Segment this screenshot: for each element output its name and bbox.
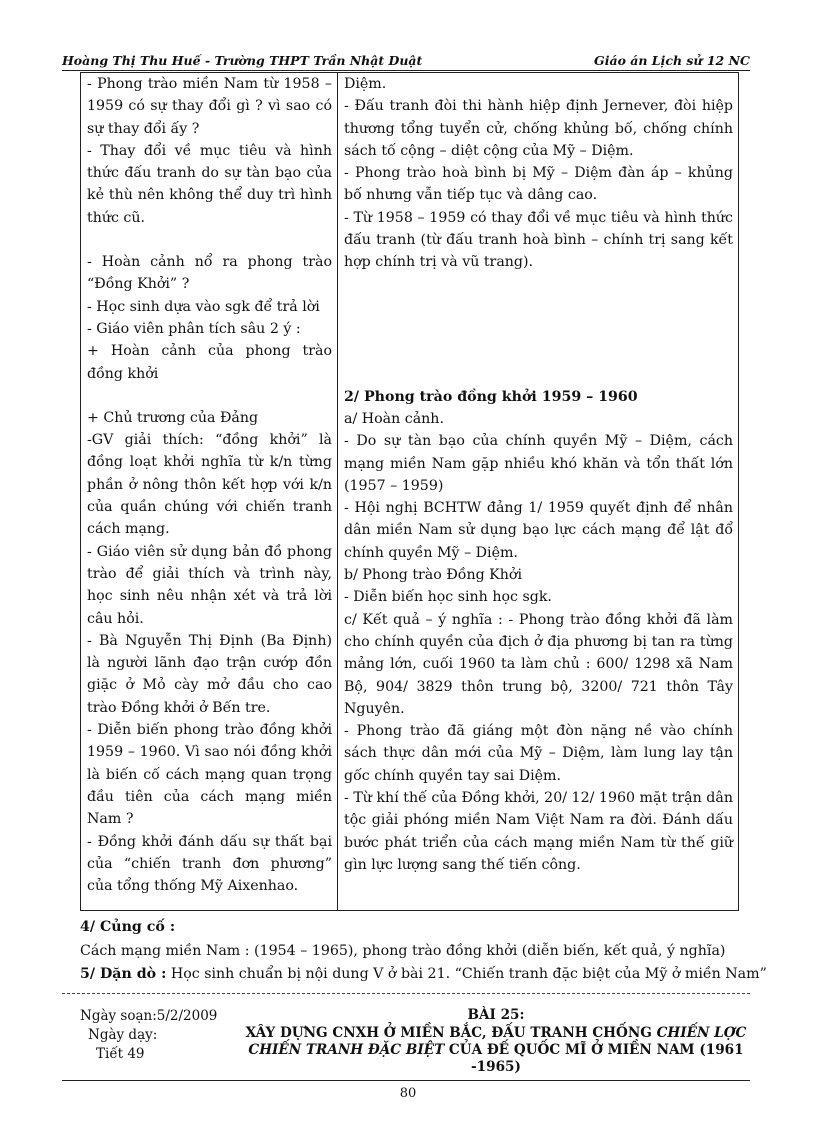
header-author-school: Hoàng Thị Thu Huế - Trường THPT Trần Nhật Duật [62,53,423,68]
consolidation-heading: 4/ Củng cố : [80,919,176,935]
table-row [81,73,739,911]
left-paragraph: - Học sinh dựa vào sgk để trả lời [87,298,320,315]
left-paragraph: - Giáo viên phân tích sâu 2 ý : [87,320,301,337]
left-paragraph: - Đồng khởi đánh dấu sự thất bại của “chiến tranh đơn phương” của tổng thống Mỹ Aixenhao. [87,833,332,895]
header-course-title: Giáo án Lịch sử 12 NC [594,53,750,68]
right-paragraph: - Hội nghị BCHTW đảng 1/ 1959 quyết định để nhân dân miền Nam sử dụng bạo lực cách mạng để lật đổ chính quyền Mỹ – Diệm. [344,500,733,561]
subsection-heading: c/ Kết quả – ý nghĩa : [344,611,503,628]
right-paragraph: - Do sự tàn bạo của chính quyền Mỹ – Diệm, cách mạng miền Nam gặp nhiều khó khăn và tổn thất lớn (1957 – 1959) [344,433,733,494]
consolidation-text: Cách mạng miền Nam : (1954 – 1965), phong trào đồng khởi (diễn biến, kết quả, ý nghĩa) [80,943,726,959]
right-paragraph: - Từ 1958 – 1959 có thay đổi về mục tiêu và hình thức đấu tranh (từ đấu tranh hoà bình – chính trị sang kết hợp chính trị và vũ trang). [344,209,733,271]
subsection-heading: a/ Hoàn cảnh. [344,410,444,427]
left-paragraph: + Hoàn cảnh của phong trào đồng khởi [87,343,332,382]
lesson-title-part: XÂY DỰNG CNXH Ở MIỀN BẮC, ĐẤU TRANH CHỐNG [245,1025,657,1041]
right-paragraph: - Từ khí thế của Đồng khởi, 20/ 12/ 1960 mặt trận dân tộc giải phóng miền Nam Việt Nam ra đời. Đánh dấu bước phát triển của cách mạng miền Nam từ thế giữ gìn lực lượng sang thế tiến công. [344,790,733,873]
header-divider [62,70,750,71]
homework-text: Học sinh chuẩn bị nội dung V ở bài 21. “Chiến tranh đặc biệt của Mỹ ở miền Nam” [166,966,767,982]
right-paragraph: - Phong trào đồng khởi đã làm cho chính quyền của địch ở địa phương bị tan ra từng mảng lớn, cuối 1960 ta làm chủ : 600/ 1298 xã Nam Bộ, 904/ 3829 thôn trung bộ, 3200/ 721 thôn Tây Nguyên. [344,611,734,717]
lesson-number: BÀI 25: [467,1007,525,1023]
subsection-heading: b/ Phong trào Đồng Khởi [344,567,522,584]
section-heading: 2/ Phong trào đồng khởi 1959 – 1960 [344,388,638,405]
left-paragraph: - Diễn biến phong trào đồng khởi 1959 – 1960. Vì sao nói đồng khởi là biến cố cách mạng quan trọng đầu tiên của cách mạng miền Nam ? [87,722,332,828]
left-paragraph: - Giáo viên sử dụng bản đồ phong trào để giải thích và trình này, học sinh nêu nhận xét và trả lời câu hỏi. [87,543,332,627]
homework-heading: 5/ Dặn dò : [80,966,167,982]
teacher-student-activities-column [81,73,338,911]
lesson-title [222,1025,770,1076]
left-paragraph: -GV giải thích: “đồng khởi” là đồng loạt khởi nghĩa từ k/n từng phần ở nông thôn kết hợp với k/n của quần chúng với chiến tranh cách mạng. [87,432,332,538]
left-paragraph: - Hoàn cảnh nổ ra phong trào “Đồng Khởi” ? [87,254,332,293]
left-paragraph: - Thay đổi về mục tiêu và hình thức đấu tranh do sự tàn bạo của kẻ thù nên không thể duy trì hình thức cũ. [87,142,332,226]
lesson-title-part: CHIẾN LỢC CHIẾN TRANH ĐẶC BIỆT [248,1025,747,1058]
right-paragraph: - Phong trào hoà bình bị Mỹ – Diệm đàn áp – khủng bố nhưng vẫn tiếp tục và dâng cao. [344,165,733,204]
lesson-content-column [338,73,739,911]
left-paragraph: + Chủ trương của Đảng [87,409,259,426]
date-prepared: Ngày soạn:5/2/2009 [80,1008,218,1024]
lesson-table [80,72,739,911]
left-paragraph: - Phong trào miền Nam từ 1958 – 1959 có sự thay đổi gì ? vì sao có sự thay đổi ấy ? [87,76,332,137]
date-taught: Ngày dạy: [88,1027,158,1043]
homework-line [80,964,767,984]
left-paragraph: - Bà Nguyễn Thị Định (Ba Định) là người lãnh đạo trận cướp đồn giặc ở Mỏ cày mở đầu cho cao trào Đồng khởi ở Bến tre. [87,632,332,716]
period-number: Tiết 49 [96,1046,145,1062]
footer-divider [62,1080,750,1081]
right-paragraph: - Đấu tranh đòi thi hành hiệp định Jernever, đòi hiệp thương tổng tuyển cử, chống khủng bố, chống chính sách tố cộng – diệt cộng của Mỹ – Diệm. [344,98,733,159]
lesson-title-part: CỦA ĐẾ QUỐC MĨ Ở MIỀN NAM (1961 -1965) [444,1042,744,1075]
right-paragraph: - Diễn biến học sinh học sgk. [344,589,552,606]
result-paragraph [344,609,733,720]
section-divider [62,993,750,994]
right-paragraph: Diệm. [344,76,387,92]
right-paragraph: - Phong trào đã giáng một đòn nặng nề vào chính sách thực dân mới của Mỹ – Diệm, làm lung lay tận gốc chính quyền tay sai Diệm. [344,723,733,784]
page-number: 80 [399,1086,417,1101]
